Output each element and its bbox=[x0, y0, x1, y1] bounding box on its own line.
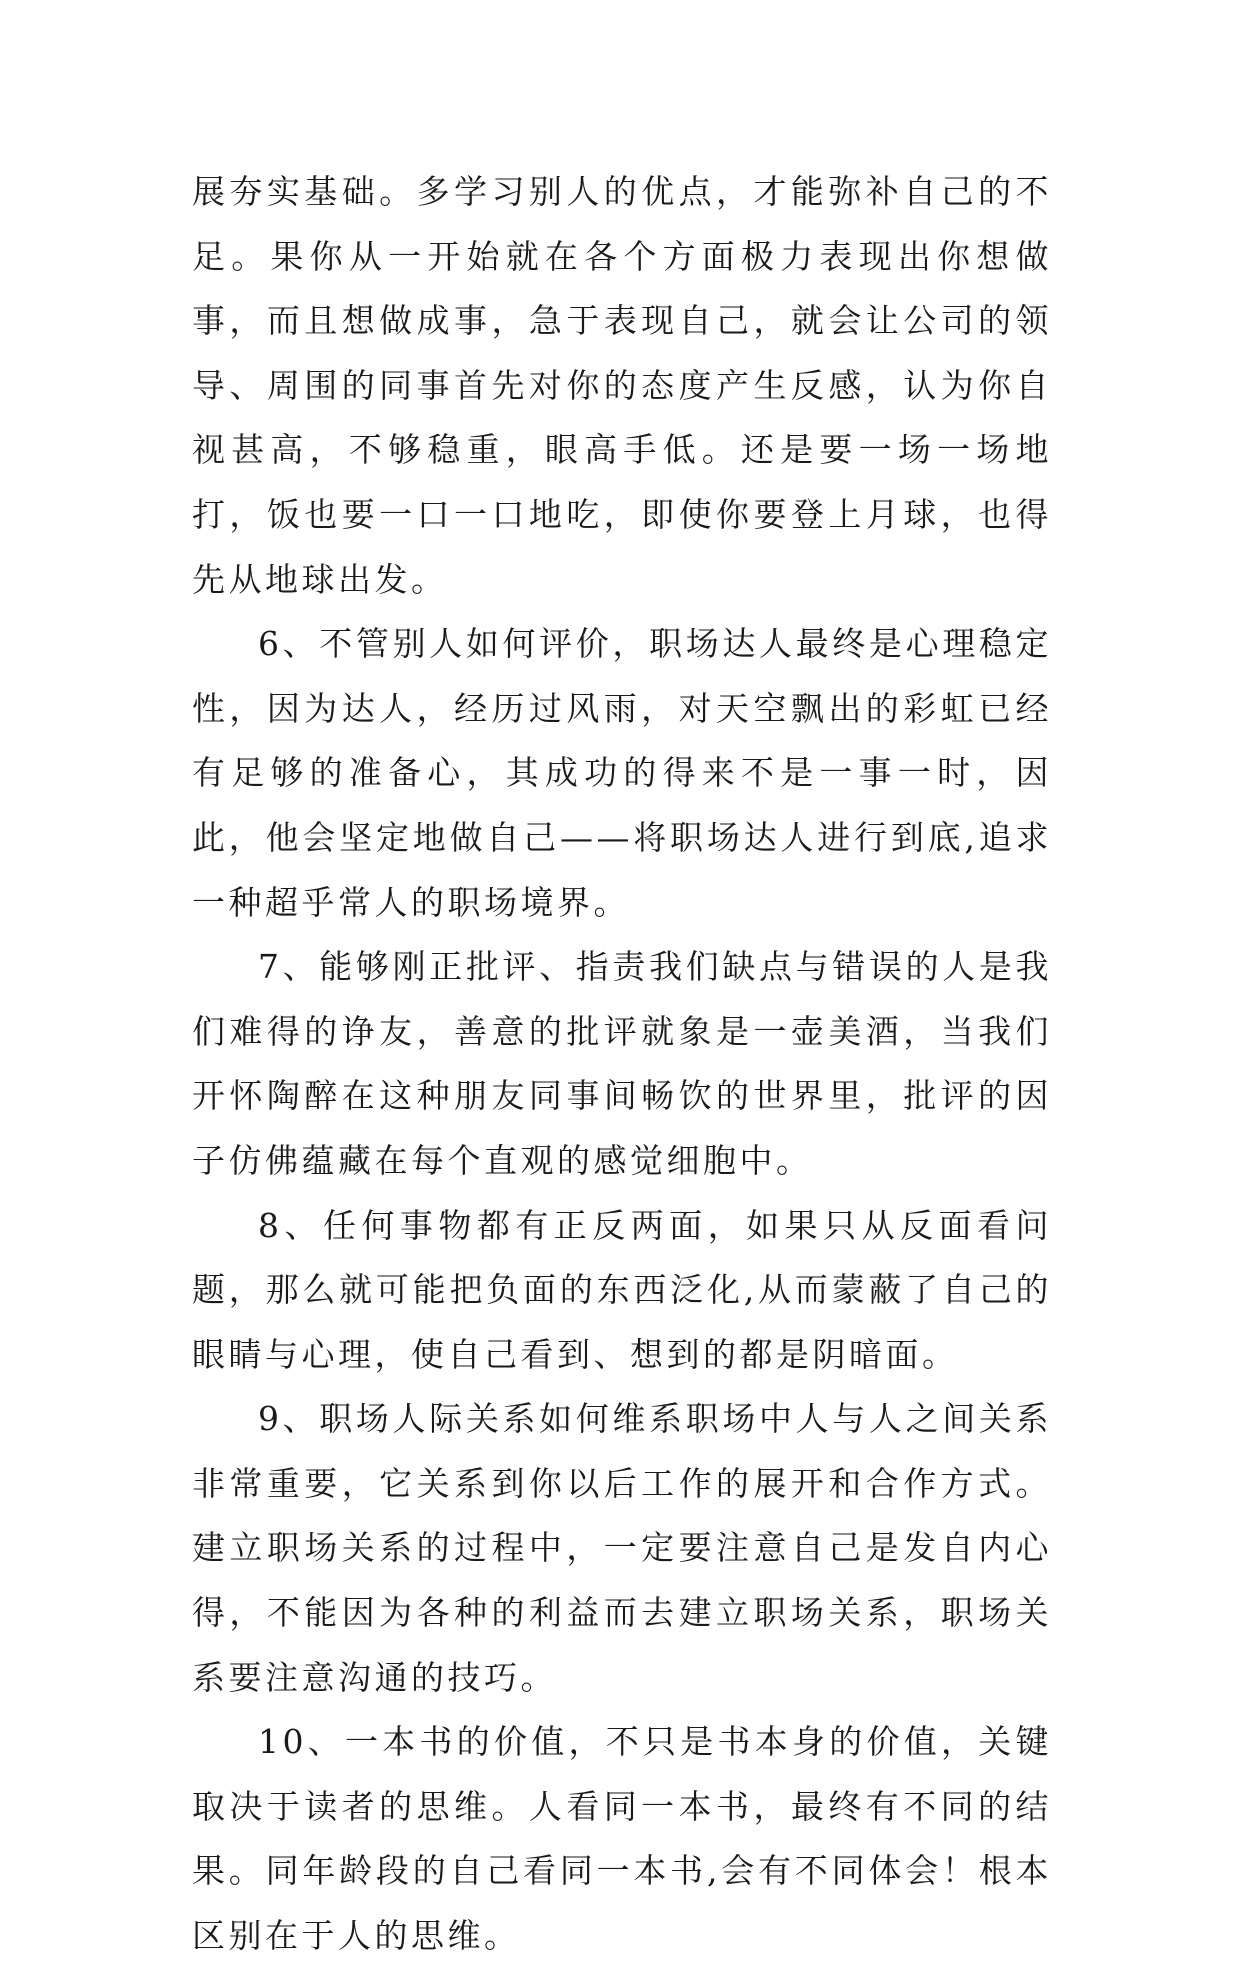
paragraph-item-6: 6、不管别人如何评价，职场达人最终是心理稳定性，因为达人，经历过风雨，对天空飘出的彩虹已经有足够的准备心，其成功的得来不是一事一时，因此，他会坚定地做自己——将职场达人进行到底,追求一种超乎常人的职场境界。 bbox=[192, 624, 1052, 922]
document-body bbox=[192, 160, 1052, 1969]
paragraph-item-8: 8、任何事物都有正反两面，如果只从反面看问题，那么就可能把负面的东西泛化,从而蒙蔽了自己的眼睛与心理，使自己看到、想到的都是阴暗面。 bbox=[192, 1205, 1052, 1374]
paragraph-item-10: 10、一本书的价值，不只是书本身的价值，关键取决于读者的思维。人看同一本书，最终有不同的结果。同年龄段的自己看同一本书,会有不同体会！根本区别在于人的思维。 bbox=[192, 1722, 1052, 1956]
paragraph-item-7: 7、能够刚正批评、指责我们缺点与错误的人是我们难得的诤友，善意的批评就象是一壶美酒，当我们开怀陶醉在这种朋友同事间畅饮的世界里，批评的因子仿佛蕴藏在每个直观的感觉细胞中。 bbox=[192, 947, 1052, 1180]
paragraph-continuation: 展夯实基础。多学习别人的优点，才能弥补自己的不足。果你从一开始就在各个方面极力表现出你想做事，而且想做成事，急于表现自己，就会让公司的领导、周围的同事首先对你的态度产生反感，认为你自视甚高，不够稳重，眼高手低。还是要一场一场地打，饭也要一口一口地吃，即使你要登上月球，也得先从地球出发。 bbox=[192, 172, 1052, 599]
paragraph-item-9: 9、职场人际关系如何维系职场中人与人之间关系非常重要，它关系到你以后工作的展开和合作方式。建立职场关系的过程中，一定要注意自己是发自内心得，不能因为各种的利益而去建立职场关系，职场关系要注意沟通的技巧。 bbox=[192, 1399, 1052, 1697]
